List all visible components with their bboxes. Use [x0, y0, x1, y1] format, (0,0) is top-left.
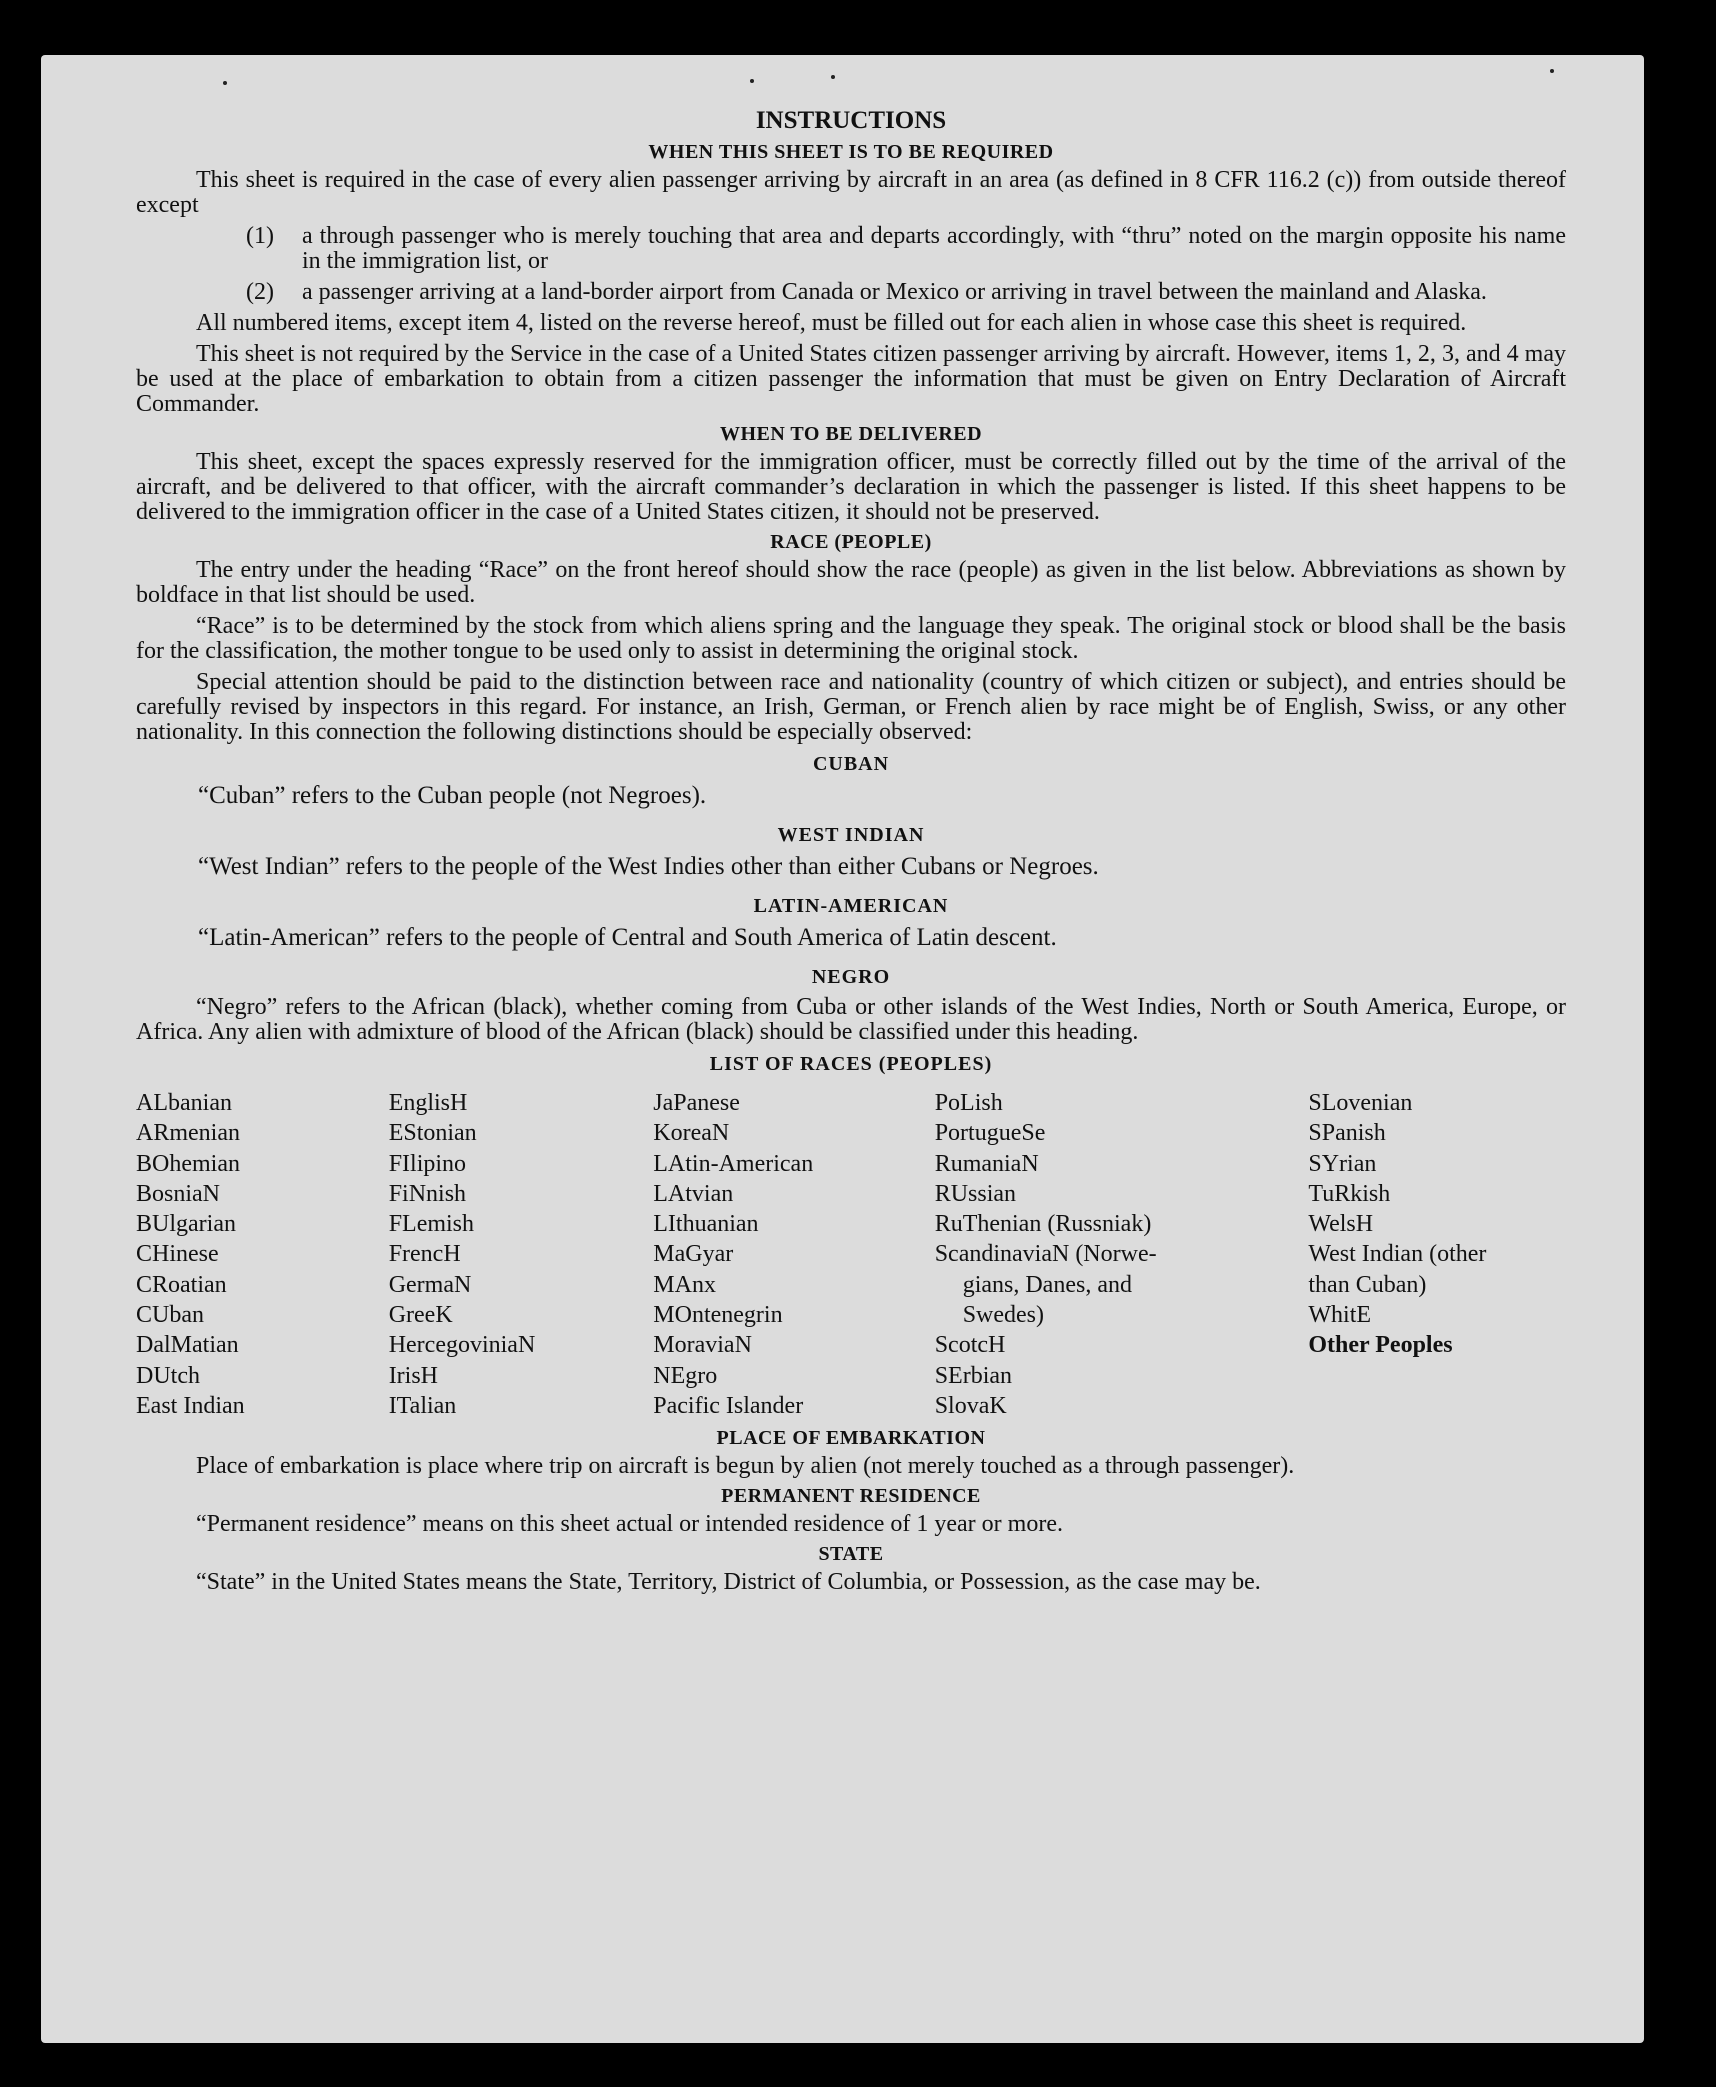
race-item: EStonian	[388, 1120, 477, 1147]
definition: “Latin-American” refers to the people of Central and South America of Latin descent.	[198, 924, 1057, 951]
race-item: NEgro	[653, 1362, 718, 1389]
speck	[750, 79, 754, 83]
race-item: FrencH	[388, 1241, 461, 1268]
item-text: a passenger arriving at a land-border airport from Canada or Mexico or arriving in travel between the mainland and Alaska.	[302, 279, 1487, 305]
race-item: SlovaK	[934, 1392, 1007, 1419]
section-heading: LIST OF RACES (PEOPLES)	[709, 1053, 993, 1075]
race-item: than Cuban)	[1308, 1271, 1427, 1298]
section-heading: NEGRO	[811, 966, 891, 988]
race-item: MAnx	[653, 1271, 716, 1298]
race-item: MaGyar	[653, 1241, 734, 1268]
paragraph: “State” in the United States means the State, Territory, District of Columbia, or Possession, as the case may be.	[196, 1569, 1261, 1596]
race-item: SLovenian	[1308, 1090, 1413, 1116]
race-item: RuThenian (Russniak)	[934, 1211, 1152, 1238]
race-item: SPanish	[1308, 1120, 1386, 1147]
race-item: CUban	[136, 1302, 204, 1329]
race-item: SErbian	[934, 1362, 1013, 1389]
race-item: ScandinaviaN (Norwe-	[934, 1241, 1157, 1268]
race-item: DUtch	[136, 1362, 200, 1389]
race-item: KoreaN	[653, 1120, 730, 1147]
section-heading: WEST INDIAN	[777, 824, 925, 846]
race-column	[935, 1088, 1309, 1421]
paragraph: Place of embarkation is place where trip on aircraft is begun by alien (not merely touched as a through passenger).	[196, 1453, 1295, 1480]
item-number: (2)	[246, 279, 274, 305]
race-list	[136, 1088, 1566, 1421]
race-item: FiNnish	[388, 1180, 467, 1207]
race-item: BosniaN	[136, 1180, 220, 1207]
race-item: JaPanese	[653, 1090, 740, 1116]
list-item	[136, 280, 1566, 305]
race-item: DalMatian	[136, 1332, 239, 1359]
speck	[223, 81, 227, 85]
paragraph: This sheet, except the spaces expressly reserved for the immigration officer, must be correctly filled out by the time of the arrival of the aircraft, and be delivered to that officer, with the aircraft commander’s declaration in which the passenger is listed. If this sheet happens to be delivered to the immigration officer in the case of a United States citizen, it should not be preserved.	[136, 449, 1566, 525]
race-item: Other Peoples	[1308, 1332, 1453, 1359]
section-heading: RACE (PEOPLE)	[770, 531, 932, 553]
paragraph: “Race” is to be determined by the stock from which aliens spring and the language they speak. The original stock or blood shall be the basis for the classification, the mother tongue to be used only to assist in determining the original stock.	[136, 613, 1566, 664]
race-item: TuRkish	[1308, 1180, 1391, 1207]
race-item: PoLish	[934, 1090, 1003, 1116]
race-item: HercegoviniaN	[388, 1332, 536, 1359]
race-item: ARmenian	[136, 1120, 240, 1147]
race-item: LIthuanian	[653, 1211, 759, 1238]
section-heading: WHEN THIS SHEET IS TO BE REQUIRED	[648, 141, 1054, 163]
race-item: WhitE	[1308, 1302, 1372, 1329]
race-item: MOntenegrin	[653, 1302, 783, 1329]
speck	[831, 75, 835, 79]
section-heading: CUBAN	[812, 753, 890, 775]
section-heading: WHEN TO BE DELIVERED	[719, 423, 983, 445]
race-column	[389, 1088, 654, 1421]
paragraph: This sheet is not required by the Service in the case of a United States citizen passenger arriving by aircraft. However, items 1, 2, 3, and 4 may be used at the place of embarkation to obtain from a citizen passenger the information that must be given on Entry Declaration of Aircraft Commander.	[136, 341, 1566, 417]
paragraph: “Negro” refers to the African (black), whether coming from Cuba or other islands of the West Indies, North or South America, Europe, or Africa. Any alien with admixture of blood of the African (black) should be classified under this heading.	[136, 994, 1566, 1045]
paragraph: This sheet is required in the case of every alien passenger arriving by aircraft in an area (as defined in 8 CFR 116.2 (c)) from outside thereof except	[136, 167, 1566, 218]
race-item: RumaniaN	[934, 1150, 1039, 1177]
race-column	[653, 1088, 934, 1421]
definition: “West Indian” refers to the people of the West Indies other than either Cubans or Negroes.	[198, 853, 1099, 880]
race-item: PortugueSe	[934, 1120, 1046, 1147]
paragraph: All numbered items, except item 4, listed on the reverse hereof, must be filled out for each alien in whose case this sheet is required.	[196, 310, 1467, 336]
page-title: INSTRUCTIONS	[755, 107, 947, 134]
race-column	[1308, 1088, 1566, 1421]
speck	[1550, 69, 1554, 73]
race-item: CRoatian	[136, 1271, 227, 1298]
section-heading: LATIN-AMERICAN	[753, 895, 949, 917]
item-number: (1)	[246, 223, 274, 249]
document-sheet	[41, 55, 1644, 2043]
race-item: GreeK	[388, 1302, 453, 1329]
race-item: MoraviaN	[653, 1332, 752, 1359]
race-item: EnglisH	[388, 1090, 468, 1116]
instructions-content	[136, 107, 1566, 1601]
definition: “Cuban” refers to the Cuban people (not Negroes).	[198, 782, 707, 809]
race-item: East Indian	[136, 1392, 245, 1419]
race-item: FIlipino	[388, 1150, 467, 1177]
race-item: gians, Danes, and	[962, 1271, 1132, 1298]
race-item: WelsH	[1308, 1211, 1374, 1238]
paragraph: Special attention should be paid to the distinction between race and nationality (country of which citizen or subject), and entries should be carefully revised by inspectors in this regard. For instance, an Irish, German, or French alien by race might be of English, Swiss, or any other nationality. In this connection the following distinctions should be especially observed:	[136, 669, 1566, 745]
section-heading: PLACE OF EMBARKATION	[716, 1427, 986, 1450]
race-item: LAtvian	[653, 1180, 734, 1207]
section-heading: PERMANENT RESIDENCE	[721, 1485, 981, 1508]
race-item: Swedes)	[962, 1302, 1045, 1329]
race-item: BUlgarian	[136, 1211, 236, 1238]
paragraph: “Permanent residence” means on this sheet actual or intended residence of 1 year or more.	[196, 1511, 1063, 1538]
race-item: ALbanian	[136, 1090, 232, 1116]
race-item: LAtin-American	[653, 1150, 814, 1177]
race-item: BOhemian	[136, 1150, 240, 1177]
paragraph: The entry under the heading “Race” on the front hereof should show the race (people) as given in the list below. Abbreviations as shown by boldface in that list should be used.	[136, 557, 1566, 608]
race-item: ScotcH	[934, 1332, 1006, 1359]
item-text: a through passenger who is merely touching that area and departs accordingly, with “thru” noted on the margin opposite his name in the immigration list, or	[302, 223, 1566, 274]
race-item: GermaN	[388, 1271, 472, 1298]
list-item	[136, 224, 1566, 274]
race-item: SYrian	[1308, 1150, 1377, 1177]
race-item: RUssian	[934, 1180, 1017, 1207]
race-item: West Indian (other	[1308, 1241, 1487, 1268]
race-column	[136, 1088, 389, 1421]
section-heading: STATE	[818, 1543, 884, 1566]
race-item: Pacific Islander	[653, 1392, 804, 1419]
race-item: CHinese	[136, 1241, 219, 1268]
race-item: FLemish	[388, 1211, 475, 1238]
race-item: IrisH	[388, 1362, 439, 1389]
race-item: ITalian	[388, 1392, 457, 1419]
